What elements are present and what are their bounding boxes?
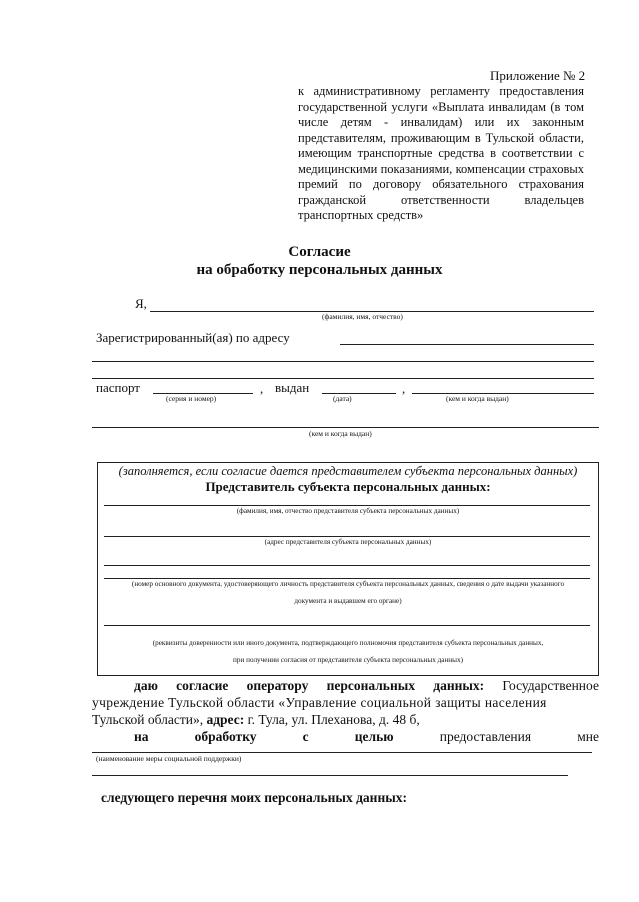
rep-fio-field[interactable] (104, 505, 590, 506)
consent-word: мне (577, 729, 599, 744)
fio-caption: (фамилия, имя, отчество) (322, 312, 403, 321)
registered-label: Зарегистрированный(ая) по адресу (96, 330, 290, 345)
passport-label: паспорт (96, 380, 140, 395)
consent-word: согласие (176, 678, 229, 693)
consent-word: с (302, 729, 309, 744)
appendix-text: к административному регламенту предоставления государственной услуги «Выплата инвалидам (в том числе детям - инвалидам) или их законным представителям, проживающим в Тульской области, имеющим транспортные средства в соответствии с медицинскими показаниями, компенсации страховых премий по договору обязательного страхования гражданской ответственности владельцев транспортных средств» (298, 84, 584, 222)
measure-field[interactable] (92, 752, 592, 753)
measure-field-2[interactable] (92, 775, 568, 776)
appendix-title: Приложение № 2 (490, 68, 586, 83)
data-list-heading: следующего перечня моих персональных данных: (101, 790, 408, 805)
comma-1: , (260, 381, 264, 396)
consent-word: обработку (194, 729, 257, 744)
consent-line-4 (134, 728, 599, 745)
rep-doc-caption-1: (номер основного документа, удостоверяющего личность представителя субъекта персональных данных, сведения о дате выдачи указанного (131, 580, 565, 588)
consent-line-1 (134, 677, 599, 694)
document-title: Согласие (288, 244, 351, 260)
rep-address-field[interactable] (104, 536, 590, 537)
series-caption: (серия и номер) (166, 394, 217, 403)
representative-frame (97, 462, 599, 676)
address-field-2[interactable] (92, 361, 594, 362)
address-field-3[interactable] (92, 378, 594, 379)
rep-power-field[interactable] (104, 625, 590, 626)
issued-by-caption-2: (кем и когда выдан) (309, 429, 372, 438)
comma-2: , (402, 381, 406, 396)
operator-name: учреждение Тульской области «Управление социальной защиты населения (92, 695, 547, 710)
consent-word: даю (134, 678, 158, 693)
rep-power-caption-2: при получении согласия от представителя субъекта персональных данных) (233, 656, 463, 664)
consent-word: на (134, 729, 149, 744)
rep-doc-field-2[interactable] (104, 578, 590, 579)
representative-note: (заполняется, если согласие дается представителем субъекта персональных данных) (118, 464, 578, 478)
consent-word: данных: (433, 678, 485, 693)
representative-heading: Представитель субъекта персональных данных: (205, 479, 491, 494)
consent-word: Государственное (502, 678, 599, 693)
issued-by-caption: (кем и когда выдан) (446, 394, 509, 403)
rep-doc-field-1[interactable] (104, 565, 590, 566)
consent-word: предоставления (439, 729, 532, 744)
rep-fio-caption: (фамилия, имя, отчество представителя субъекта персональных данных) (236, 507, 460, 515)
consent-word: целью (354, 729, 394, 744)
date-caption: (дата) (333, 394, 352, 403)
consent-word: оператору (246, 678, 309, 693)
rep-doc-caption-2: документа и выдавшем его органе) (294, 597, 402, 605)
rep-address-caption: (адрес представителя субъекта персональных данных) (264, 538, 432, 546)
rep-power-caption-1: (реквизиты доверенности или иного документа, подтверждающего полномочия представителя субъекта персональных данных, (152, 639, 544, 647)
consent-line-2 (92, 694, 599, 711)
consent-word: персональных (326, 678, 416, 693)
consent-line-3 (92, 711, 599, 728)
operator-address: г. Тула, ул. Плеханова, д. 48 б, (247, 712, 420, 727)
document-subtitle: на обработку персональных данных (196, 262, 443, 278)
address-label: адрес: (206, 712, 245, 727)
operator-name-end: Тульской области», (92, 712, 204, 727)
issued-by-field-2[interactable] (92, 427, 599, 428)
i-label: Я, (135, 296, 147, 311)
measure-caption: (наименование меры социальной поддержки) (96, 754, 242, 763)
issued-label: выдан (275, 380, 310, 395)
address-field-1[interactable] (340, 344, 594, 345)
